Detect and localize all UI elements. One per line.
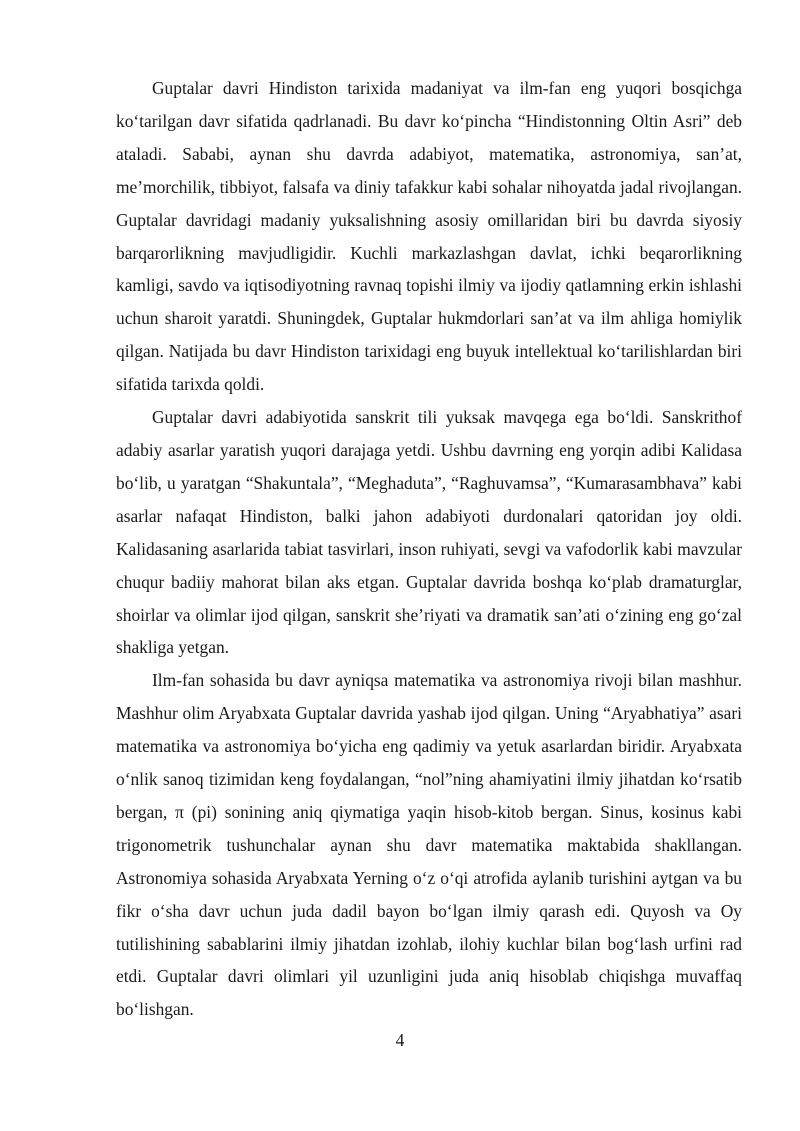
paragraph-science: Ilm-fan sohasida bu davr ayniqsa matematika va astronomiya rivoji bilan mashhur. Mashhur olim Aryabxata Guptalar davrida yashab ijod qilgan. Uning “Aryabhatiya” asari matematika va astronomiya bo‘yicha eng qadimiy va yetuk asarlardan biridir. Aryabxata o‘nlik sanoq tizimidan keng foydalangan, “nol”ning ahamiyatini ilmiy jihatdan ko‘rsatib bergan, π (pi) sonining aniq qiymatiga yaqin hisob-kitob bergan. Sinus, kosinus kabi trigonometrik tushunchalar aynan shu davr matematika maktabida shakllangan. Astronomiya sohasida Aryabxata Yerning o‘z o‘qi atrofida aylanib turishini aytgan va bu fikr o‘sha davr uchun juda dadil bayon bo‘lgan ilmiy qarash edi. Quyosh va Oy tutilishining sabablarini ilmiy jihatdan izohlab, ilohiy kuchlar bilan bog‘lash urfini rad etdi. Guptalar davri olimlari yil uzunligini juda aniq hisoblab chiqishga muvaffaq bo‘lishgan. <box>116 670 742 1020</box>
paragraph-golden-age: Guptalar davri Hindiston tarixida madaniyat va ilm-fan eng yuqori bosqichga ko‘tarilgan davr sifatida qadrlanadi. Bu davr ko‘pincha “Hindistonning Oltin Asri” deb ataladi. Sababi, aynan shu davrda adabiyot, matematika, astronomiya, san’at, me’morchilik, tibbiyot, falsafa va diniy tafakkur kabi sohalar nihoyatda jadal rivojlangan. Guptalar davridagi madaniy yuksalishning asosiy omillaridan biri bu davrda siyosiy barqarorlikning mavjudligidir. Kuchli markazlashgan davlat, ichki beqarorlikning kamligi, savdo va iqtisodiyotning ravnaq topishi ilmiy va ijodiy qatlamning erkin ishlashi uchun sharoit yaratdi. Shuningdek, Guptalar hukmdorlari san’at va ilm ahliga homiylik qilgan. Natijada bu davr Hindiston tarixidagi eng buyuk intellektual ko‘tarilishlardan biri sifatida tarixda qoldi. <box>116 78 742 395</box>
paragraph-literature: Guptalar davri adabiyotida sanskrit tili yuksak mavqega ega bo‘ldi. Sanskrithof adabiy asarlar yaratish yuqori darajaga yetdi. Ushbu davrning eng yorqin adibi Kalidasa bo‘lib, u yaratgan “Shakuntala”, “Meghaduta”, “Raghuvamsa”, “Kumarasambhava” kabi asarlar nafaqat Hindiston, balki jahon adabiyoti durdonalari qatoridan joy oldi. Kalidasaning asarlarida tabiat tasvirlari, inson ruhiyati, sevgi va vafodorlik kabi mavzular chuqur badiiy mahorat bilan aks etgan. Guptalar davrida boshqa ko‘plab dramaturglar, shoirlar va olimlar ijod qilgan, sanskrit she’riyati va dramatik san’ati o‘zining eng go‘zal shakliga yetgan. <box>116 407 742 658</box>
page-number: 4 <box>395 1030 405 1050</box>
document-body <box>116 72 742 1026</box>
